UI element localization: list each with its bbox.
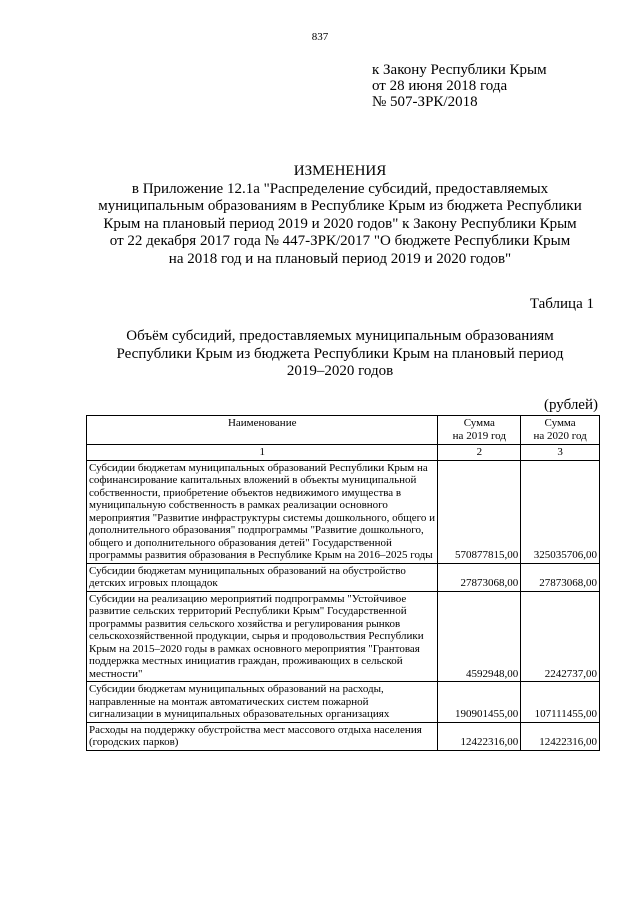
table-row bbox=[87, 722, 600, 750]
subsidies-table bbox=[86, 415, 600, 751]
heading-line: в Приложение 12.1а "Распределение субсидий, предоставляемых bbox=[131, 180, 549, 197]
header-sum-2020-line2: на 2020 год bbox=[533, 429, 587, 442]
table-title-line: Объём субсидий, предоставляемых муниципальным образованиям bbox=[126, 328, 554, 344]
table-row bbox=[87, 682, 600, 723]
header-name: Наименование bbox=[87, 416, 438, 445]
table-row bbox=[87, 591, 600, 682]
row-sum-2020: 107111455,00 bbox=[521, 682, 600, 723]
column-number: 2 bbox=[438, 445, 521, 461]
law-reference bbox=[372, 62, 547, 110]
row-sum-2020: 325035706,00 bbox=[521, 460, 600, 563]
header-sum-2019 bbox=[438, 416, 521, 445]
row-name: Субсидии бюджетам муниципальных образований Республики Крым на софинансирование капитальных вложений в объекты муниципальной собственности, приобретение объектов недвижимого имущества в муниципальную собственность в рамках реализации основного мероприятия "Развитие инфраструктуры системы дошкольного, общего и дополнительного образования" подпрограммы "Развитие дошкольного, общего и дополнительного образования детей" Государственной программы развития образования в Республике Крым на 2016–2025 годы bbox=[87, 460, 438, 563]
row-sum-2019: 4592948,00 bbox=[438, 591, 521, 682]
table-title-line: Республики Крым из бюджета Республики Крым на плановый период bbox=[116, 345, 564, 362]
row-name: Расходы на поддержку обустройства мест массового отдыха населения (городских парков) bbox=[87, 722, 438, 750]
row-sum-2020: 12422316,00 bbox=[521, 722, 600, 750]
heading-line: на 2018 год и на плановый период 2019 и 2020 годов" bbox=[168, 250, 512, 267]
column-number-row bbox=[87, 445, 600, 461]
row-name: Субсидии бюджетам муниципальных образований на расходы, направленные на монтаж автоматических систем пожарной сигнализации в муниципальных образовательных организациях bbox=[87, 682, 438, 723]
table-title bbox=[40, 328, 640, 381]
column-number: 3 bbox=[521, 445, 600, 461]
law-reference-date: от 28 июня 2018 года bbox=[372, 78, 508, 94]
heading-line: Крым на плановый период 2019 и 2020 годов" к Закону Республики Крым bbox=[103, 215, 577, 232]
table-title-line: 2019–2020 годов bbox=[286, 363, 394, 379]
header-sum-2020 bbox=[521, 416, 600, 445]
page-number: 837 bbox=[311, 31, 329, 43]
units-label: (рублей) bbox=[543, 397, 598, 413]
header-sum-2019-line1: Сумма bbox=[463, 417, 495, 429]
law-reference-line: к Закону Республики Крым bbox=[372, 62, 547, 78]
row-sum-2020: 2242737,00 bbox=[521, 591, 600, 682]
row-sum-2019: 570877815,00 bbox=[438, 460, 521, 563]
table-label: Таблица 1 bbox=[529, 296, 594, 312]
row-name: Субсидии бюджетам муниципальных образований на обустройство детских игровых площадок bbox=[87, 563, 438, 591]
law-reference-number: № 507-ЗРК/2018 bbox=[372, 94, 478, 110]
row-name: Субсидии на реализацию мероприятий подпрограммы "Устойчивое развитие сельских территорий Республики Крым" Государственной программы развития сельского хозяйства и регулирования рынков сельскохозяйственной продукции, сырья и продовольствия Республики Крым на 2015–2020 годы в рамках основного мероприятия "Грантовая поддержка местных инициатив граждан, проживающих в сельской местности" bbox=[87, 591, 438, 682]
row-sum-2020: 27873068,00 bbox=[521, 563, 600, 591]
header-sum-2020-line1: Сумма bbox=[544, 417, 576, 429]
table-row bbox=[87, 460, 600, 563]
header-sum-2019-line2: на 2019 год bbox=[452, 429, 506, 442]
document-heading bbox=[40, 163, 640, 268]
row-sum-2019: 12422316,00 bbox=[438, 722, 521, 750]
heading-line: от 22 декабря 2017 года № 447-ЗРК/2017 "О бюджете Республики Крым bbox=[109, 233, 571, 249]
column-number: 1 bbox=[87, 445, 438, 461]
heading-title: ИЗМЕНЕНИЯ bbox=[293, 163, 387, 179]
table-header-row bbox=[87, 416, 600, 445]
row-sum-2019: 27873068,00 bbox=[438, 563, 521, 591]
row-sum-2019: 190901455,00 bbox=[438, 682, 521, 723]
table-row bbox=[87, 563, 600, 591]
heading-line: муниципальным образованиям в Республике Крым из бюджета Республики bbox=[98, 198, 582, 214]
